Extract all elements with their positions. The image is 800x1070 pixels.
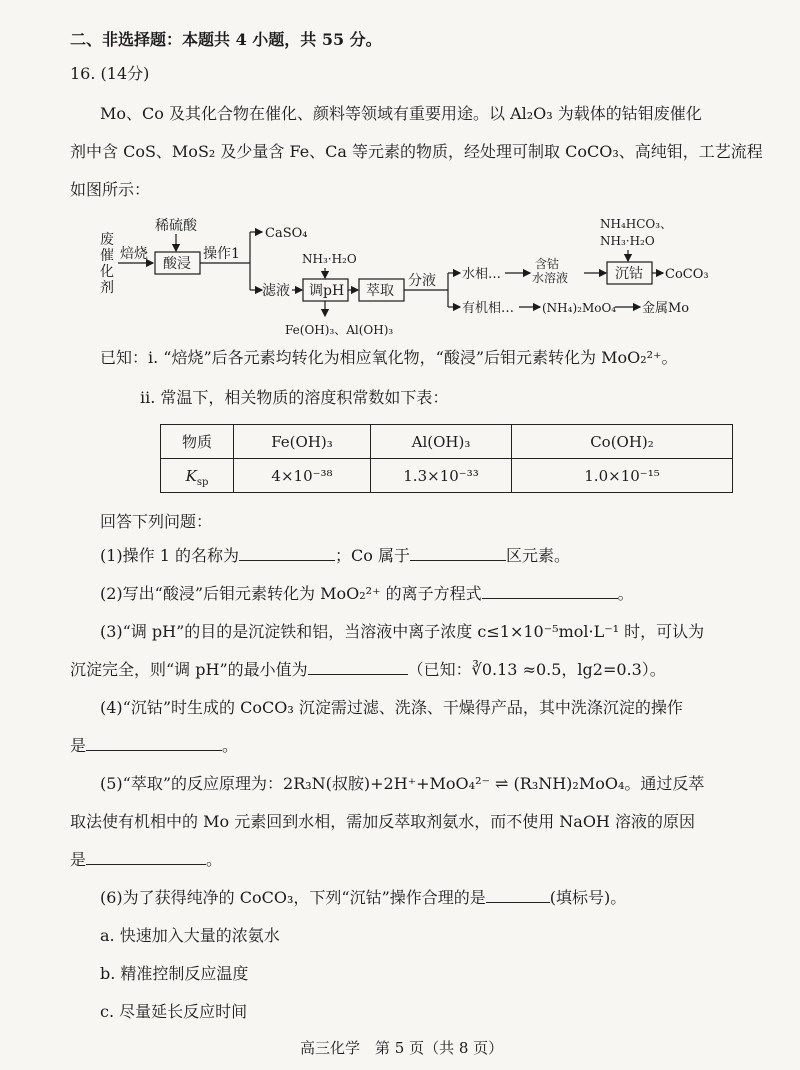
- q6-text-b: (填标号)。: [549, 888, 627, 907]
- q4-text-b: 。: [222, 736, 239, 755]
- co-solution-label-1: 含钴: [535, 257, 560, 271]
- q6-blank[interactable]: [486, 888, 550, 903]
- ksp-value-cell: 1.0×10⁻¹⁵: [512, 459, 733, 493]
- filtrate-label: 滤液: [262, 283, 290, 299]
- q6-stem: [100, 888, 626, 908]
- co-reagents-label-2: NH₃·H₂O: [600, 234, 655, 248]
- q3-blank[interactable]: [308, 660, 408, 675]
- q1-text-b: ；Co 属于: [335, 546, 410, 565]
- q6-option-c: c. 尽量延长反应时间: [100, 1002, 248, 1021]
- ph-label: 调pH: [309, 283, 345, 299]
- q5-text-a: 是: [70, 850, 87, 869]
- q5-line-2: 取法使有机相中的 Mo 元素回到水相，需加反萃取剂氨水，而不使用 NaOH 溶液的原因: [70, 812, 695, 831]
- co-solution-label-2: 水溶液: [532, 271, 569, 285]
- intro-line-2: 剂中含 CoS、MoS₂ 及少量含 Fe、Ca 等元素的物质，经处理可制取 CoCO₃、高纯钼，工艺流程: [70, 142, 763, 161]
- leach-label: 酸浸: [163, 256, 191, 272]
- coco3-label: CoCO₃: [665, 267, 709, 282]
- q6-text-a: (6)为了获得纯净的 CoCO₃，下列“沉钴”操作合理的是: [100, 888, 486, 907]
- q5-line-3: [70, 850, 222, 870]
- feed-char-2: 催: [100, 248, 114, 264]
- organic-label: 有机相…: [462, 301, 515, 316]
- q2-text-a: (2)写出“酸浸”后钼元素转化为 MoO₂²⁺ 的离子方程式: [100, 584, 482, 603]
- ksp-value-cell: 1.3×10⁻³³: [371, 459, 512, 493]
- compound-cell: Al(OH)₃: [371, 425, 512, 459]
- q4-text-a: 是: [70, 736, 87, 755]
- q5-line-1: (5)“萃取”的反应原理为：2R₃N(叔胺)+2H⁺+MoO₄²⁻ ⇌ (R₃NH)₂MoO₄。通过反萃: [100, 774, 705, 793]
- metal-mo-label: 金属Mo: [642, 301, 690, 316]
- compound-cell: Co(OH)₂: [512, 425, 733, 459]
- op1-label: 操作1: [203, 246, 240, 262]
- q1-text-c: 区元素。: [506, 546, 571, 565]
- feed-char-4: 剂: [100, 280, 114, 296]
- known-ii: ii. 常温下，相关物质的溶度积常数如下表：: [140, 388, 449, 407]
- intro-line-1: Mo、Co 及其化合物在催化、颜料等领域有重要用途。以 Al₂O₃ 为载体的钴钼废催化: [100, 104, 702, 123]
- aqueous-label: 水相…: [462, 267, 502, 282]
- roast-label: 焙烧: [120, 246, 148, 262]
- precip-label: Fe(OH)₃、Al(OH)₃: [285, 323, 394, 337]
- q2-text-b: 。: [617, 584, 634, 603]
- header-cell-substance: 物质: [161, 425, 234, 459]
- question-number: 16. (14分): [70, 64, 150, 83]
- compound-cell: Fe(OH)₃: [234, 425, 371, 459]
- co-box-label: 沉钴: [615, 266, 643, 282]
- table-row: [161, 425, 733, 459]
- table-row: [161, 459, 733, 493]
- nh4mo-label: (NH₄)₂MoO₄: [542, 301, 617, 315]
- q3-line-2: [70, 660, 666, 680]
- section-title: 二、非选择题：本题共 4 小题，共 55 分。: [70, 30, 382, 49]
- q1-blank-2[interactable]: [410, 546, 506, 561]
- q1-text-a: (1)操作 1 的名称为: [100, 546, 240, 565]
- feed-char-1: 废: [100, 232, 114, 248]
- q3-text-b: （已知：∛0.13 ≈0.5，lg2=0.3）。: [407, 660, 666, 679]
- q3-line-1: (3)“调 pH”的目的是沉淀铁和铝，当溶液中离子浓度 c≤1×10⁻⁵mol·L⁻¹ 时，可认为: [100, 622, 705, 641]
- caso4-label: CaSO₄: [265, 226, 308, 241]
- acid-label: 稀硫酸: [155, 218, 197, 234]
- page-footer: 高三化学 第 5 页（共 8 页）: [300, 1039, 504, 1057]
- q4-line-2: [70, 736, 238, 756]
- q3-text-a: 沉淀完全，则“调 pH”的最小值为: [70, 660, 308, 679]
- ksp-table: [160, 424, 733, 493]
- feed-char-3: 化: [100, 264, 114, 280]
- q1-line: [100, 546, 570, 566]
- separate-label: 分液: [408, 273, 436, 289]
- q4-blank[interactable]: [86, 736, 222, 751]
- q6-option-b: b. 精准控制反应温度: [100, 964, 249, 983]
- q2-line: [100, 584, 634, 604]
- q6-option-a: a. 快速加入大量的浓氨水: [100, 926, 280, 945]
- answer-prompt: 回答下列问题：: [100, 512, 213, 531]
- extract-label: 萃取: [366, 283, 394, 299]
- known-i: 已知：i. “焙烧”后各元素均转化为相应氧化物，“酸浸”后钼元素转化为 MoO₂²⁺。: [100, 348, 678, 367]
- q4-line-1: (4)“沉钴”时生成的 CoCO₃ 沉淀需过滤、洗涤、干燥得产品，其中洗涤沉淀的操作: [100, 698, 683, 717]
- q5-blank[interactable]: [86, 850, 206, 865]
- nh3-label: NH₃·H₂O: [302, 252, 357, 266]
- co-reagents-label-1: NH₄HCO₃、: [600, 217, 673, 231]
- q2-blank[interactable]: [482, 584, 618, 599]
- q5-text-b: 。: [206, 850, 223, 869]
- intro-line-3: 如图所示：: [70, 180, 151, 199]
- q1-blank-1[interactable]: [239, 546, 335, 561]
- process-flow-diagram: [0, 210, 800, 345]
- ksp-value-cell: 4×10⁻³⁸: [234, 459, 371, 493]
- header-cell-ksp: $K_{sp}$: [161, 459, 234, 493]
